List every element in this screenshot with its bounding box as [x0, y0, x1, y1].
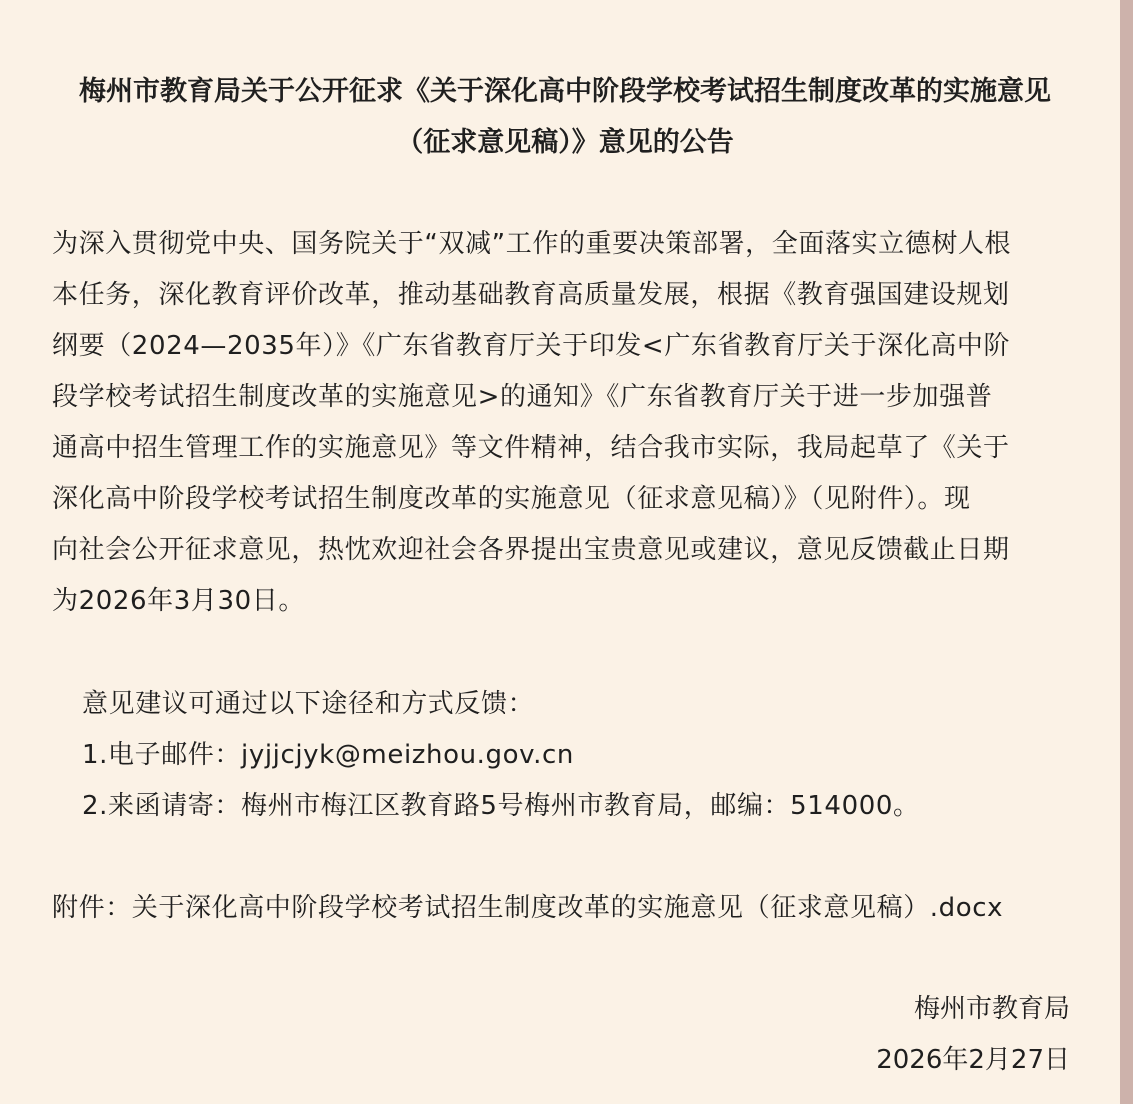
attachment-link[interactable]: 附件：关于深化高中阶段学校考试招生制度改革的实施意见（征求意见稿）.docx: [52, 893, 1004, 923]
page-title-line-2: （征求意见稿）》意见的公告: [396, 127, 734, 158]
paragraph-line: 纲要（2024—2035年）》《广东省教育厅关于印发<广东省教育厅关于深化高中阶: [52, 331, 1011, 361]
paragraph-line: 向社会公开征求意见，热忱欢迎社会各界提出宝贵意见或建议，意见反馈截止日期: [52, 535, 1010, 565]
signature-date: 2026年2月27日: [876, 1045, 1070, 1075]
feedback-mail-address: 2.来函请寄：梅州市梅江区教育路5号梅州市教育局，邮编：514000。: [82, 791, 920, 821]
paragraph-line: 本任务，深化教育评价改革，推动基础教育高质量发展，根据《教育强国建设规划: [52, 280, 1010, 310]
feedback-intro: 意见建议可通过以下途径和方式反馈：: [82, 689, 535, 719]
page-title-line-1: 梅州市教育局关于公开征求《关于深化高中阶段学校考试招生制度改革的实施意见: [79, 76, 1051, 107]
signature-org: 梅州市教育局: [913, 994, 1070, 1024]
paragraph-line: 段学校考试招生制度改革的实施意见>的通知》《广东省教育厅关于进一步加强普: [52, 382, 993, 412]
feedback-email[interactable]: 1.电子邮件：jyjjcjyk@meizhou.gov.cn: [82, 740, 574, 770]
paragraph-line: 通高中招生管理工作的实施意见》等文件精神，结合我市实际，我局起草了《关于: [52, 433, 1010, 463]
right-edge-strip: [1120, 0, 1133, 1104]
paragraph-line: 为深入贯彻党中央、国务院关于“双减”工作的重要决策部署，全面落实立德树人根: [52, 229, 1012, 259]
paragraph-line: 深化高中阶段学校考试招生制度改革的实施意见（征求意见稿）》（见附件）。现: [52, 484, 971, 514]
paragraph-line: 为2026年3月30日。: [52, 586, 305, 616]
